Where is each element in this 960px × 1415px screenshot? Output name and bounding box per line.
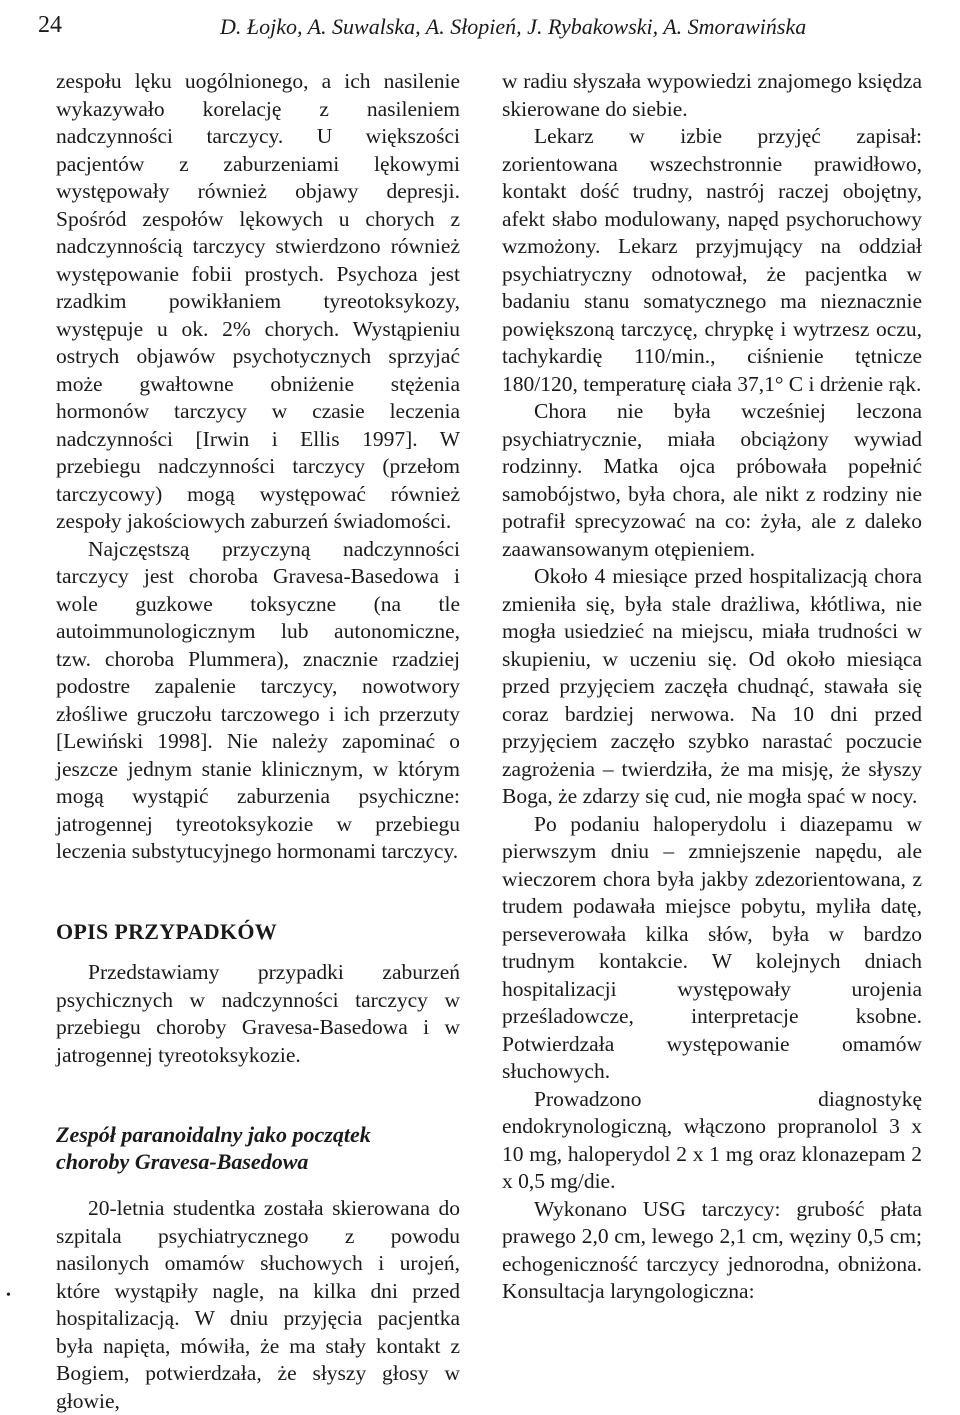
case-subheading-line1: Zespół paranoidalny jako początek xyxy=(56,1122,371,1147)
page-number: 24 xyxy=(38,12,62,38)
section-heading: OPIS PRZYPADKÓW xyxy=(56,918,278,944)
case-subheading xyxy=(56,1121,460,1175)
paragraph: Około 4 miesiące przed hospitalizacją chora zmieniła się, była stale drażliwa, kłótliwa, nie mogła usiedzieć na miejscu, miała trudności w skupieniu, w uczeniu się. Od około miesiąca przed przyjęciem zaczęła chudnąć, stawała się coraz bardziej nerwowa. Na 10 dni przed przyjęciem zaczęło szybko narastać poczucie zagrożenia – twierdziła, że ma misję, że słyszy Boga, że zdarzy się cud, nie mogła spać w nocy. xyxy=(502,564,922,808)
paragraph: Chora nie była wcześniej leczona psychiatrycznie, miała obciążony wywiad rodzinny. Matka ojca próbowała popełnić samobójstwo, była chora, ale nikt z rodziny nie potrafił sprecyzować na co: żyła, ale z daleko zaawansowanym otępieniem. xyxy=(502,399,922,561)
paragraph: Przedstawiamy przypadki zaburzeń psychicznych w nadczynności tarczycy w przebiegu choroby Gravesa-Basedowa i w jatrogennej tyreotoksykozie. xyxy=(56,960,460,1067)
margin-dot-mark: • xyxy=(6,1288,11,1303)
paragraph: w radiu słyszała wypowiedzi znajomego księdza skierowane do siebie. xyxy=(502,69,922,121)
paragraph: Wykonano USG tarczycy: grubość płata prawego 2,0 cm, lewego 2,1 cm, węziny 0,5 cm; echogeniczność tarczycy jednorodna, obniżona. Konsultacja laryngologiczna: xyxy=(502,1196,922,1303)
paragraph: Po podaniu haloperydolu i diazepamu w pierwszym dniu – zmniejszenie napędu, ale wieczorem chora była jakby zdezorientowana, z trudem podawała miejsce pobytu, myliła datę, perseverowała kilka słów, była w bardzo trudnym kontakcie. W kolejnych dniach hospitalizacji występowały urojenia prześladowcze, interpretacje ksobne. Potwierdzała występowanie omamów słuchowych. xyxy=(502,811,922,1083)
paragraph: zespołu lęku uogólnionego, a ich nasilenie wykazywało korelację z nasileniem nadczynności tarczycy. U większości pacjentów z zaburzeniami lękowymi występowały również objawy depresji. Spośród zespołów lękowych u chorych z nadczynnością tarczycy stwierdzono również występowanie fobii prostych. Psychoza jest rzadkim powikłaniem tyreotoksykozy, występuje u ok. 2% chorych. Wystąpieniu ostrych objawów psychotycznych sprzyjać może gwałtowne obniżenie stężenia hormonów tarczycy w czasie leczenia nadczynności [Irwin i Ellis 1997]. W przebiegu nadczynności tarczycy (przełom tarczycowy) mogą występować również zespoły jakościowych zaburzeń świadomości. xyxy=(56,69,460,533)
running-head-authors: D. Łojko, A. Suwalska, A. Słopień, J. Rybakowski, A. Smorawińska xyxy=(220,14,807,39)
left-column xyxy=(56,68,460,1415)
paragraph: Prowadzono diagnostykę endokrynologiczną, włączono propranolol 3 x 10 mg, haloperydol 2 x 1 mg oraz klonazepam 2 x 0,5 mg/die. xyxy=(502,1086,922,1193)
case-subheading-line2: choroby Gravesa-Basedowa xyxy=(56,1149,309,1174)
paragraph: 20-letnia studentka została skierowana do szpitala psychiatrycznego z powodu nasilonych omamów słuchowych i urojeń, które wystąpiły nagle, na kilka dni przed hospitalizacją. W dniu przyjęcia pacjentka była napięta, mówiła, że ma stały kontakt z Bogiem, potwierdzała, że słyszy głosy w głowie, xyxy=(56,1196,460,1413)
paragraph: Lekarz w izbie przyjęć zapisał: zorientowana wszechstronnie prawidłowo, kontakt dość trudny, nastrój raczej obojętny, afekt słabo modulowany, napęd psychoruchowy wzmożony. Lekarz przyjmujący na oddział psychiatryczny odnotował, że pacjentka w badaniu stanu somatycznego ma nieznacznie powiększoną tarczycę, chrypkę i wytrzesz oczu, tachykardię 110/min., ciśnienie tętnicze 180/120, temperaturę ciała 37,1° C i drżenie rąk. xyxy=(502,124,922,396)
right-column xyxy=(502,68,922,1306)
paragraph: Najczęstszą przyczyną nadczynności tarczycy jest choroba Gravesa-Basedowa i wole guzkowe toksyczne (na tle autoimmunologicznym lub autonomiczne, tzw. choroba Plummera), znacznie rzadziej podostre zapalenie tarczycy, nowotwory złośliwe gruczołu tarczowego i ich przerzuty [Lewiński 1998]. Nie należy zapominać o jeszcze jednym stanie klinicznym, w którym mogą wystąpić zaburzenia psychiczne: jatrogennej tyreotoksykozie w przebiegu leczenia substytucyjnego hormonami tarczycy. xyxy=(56,536,460,863)
